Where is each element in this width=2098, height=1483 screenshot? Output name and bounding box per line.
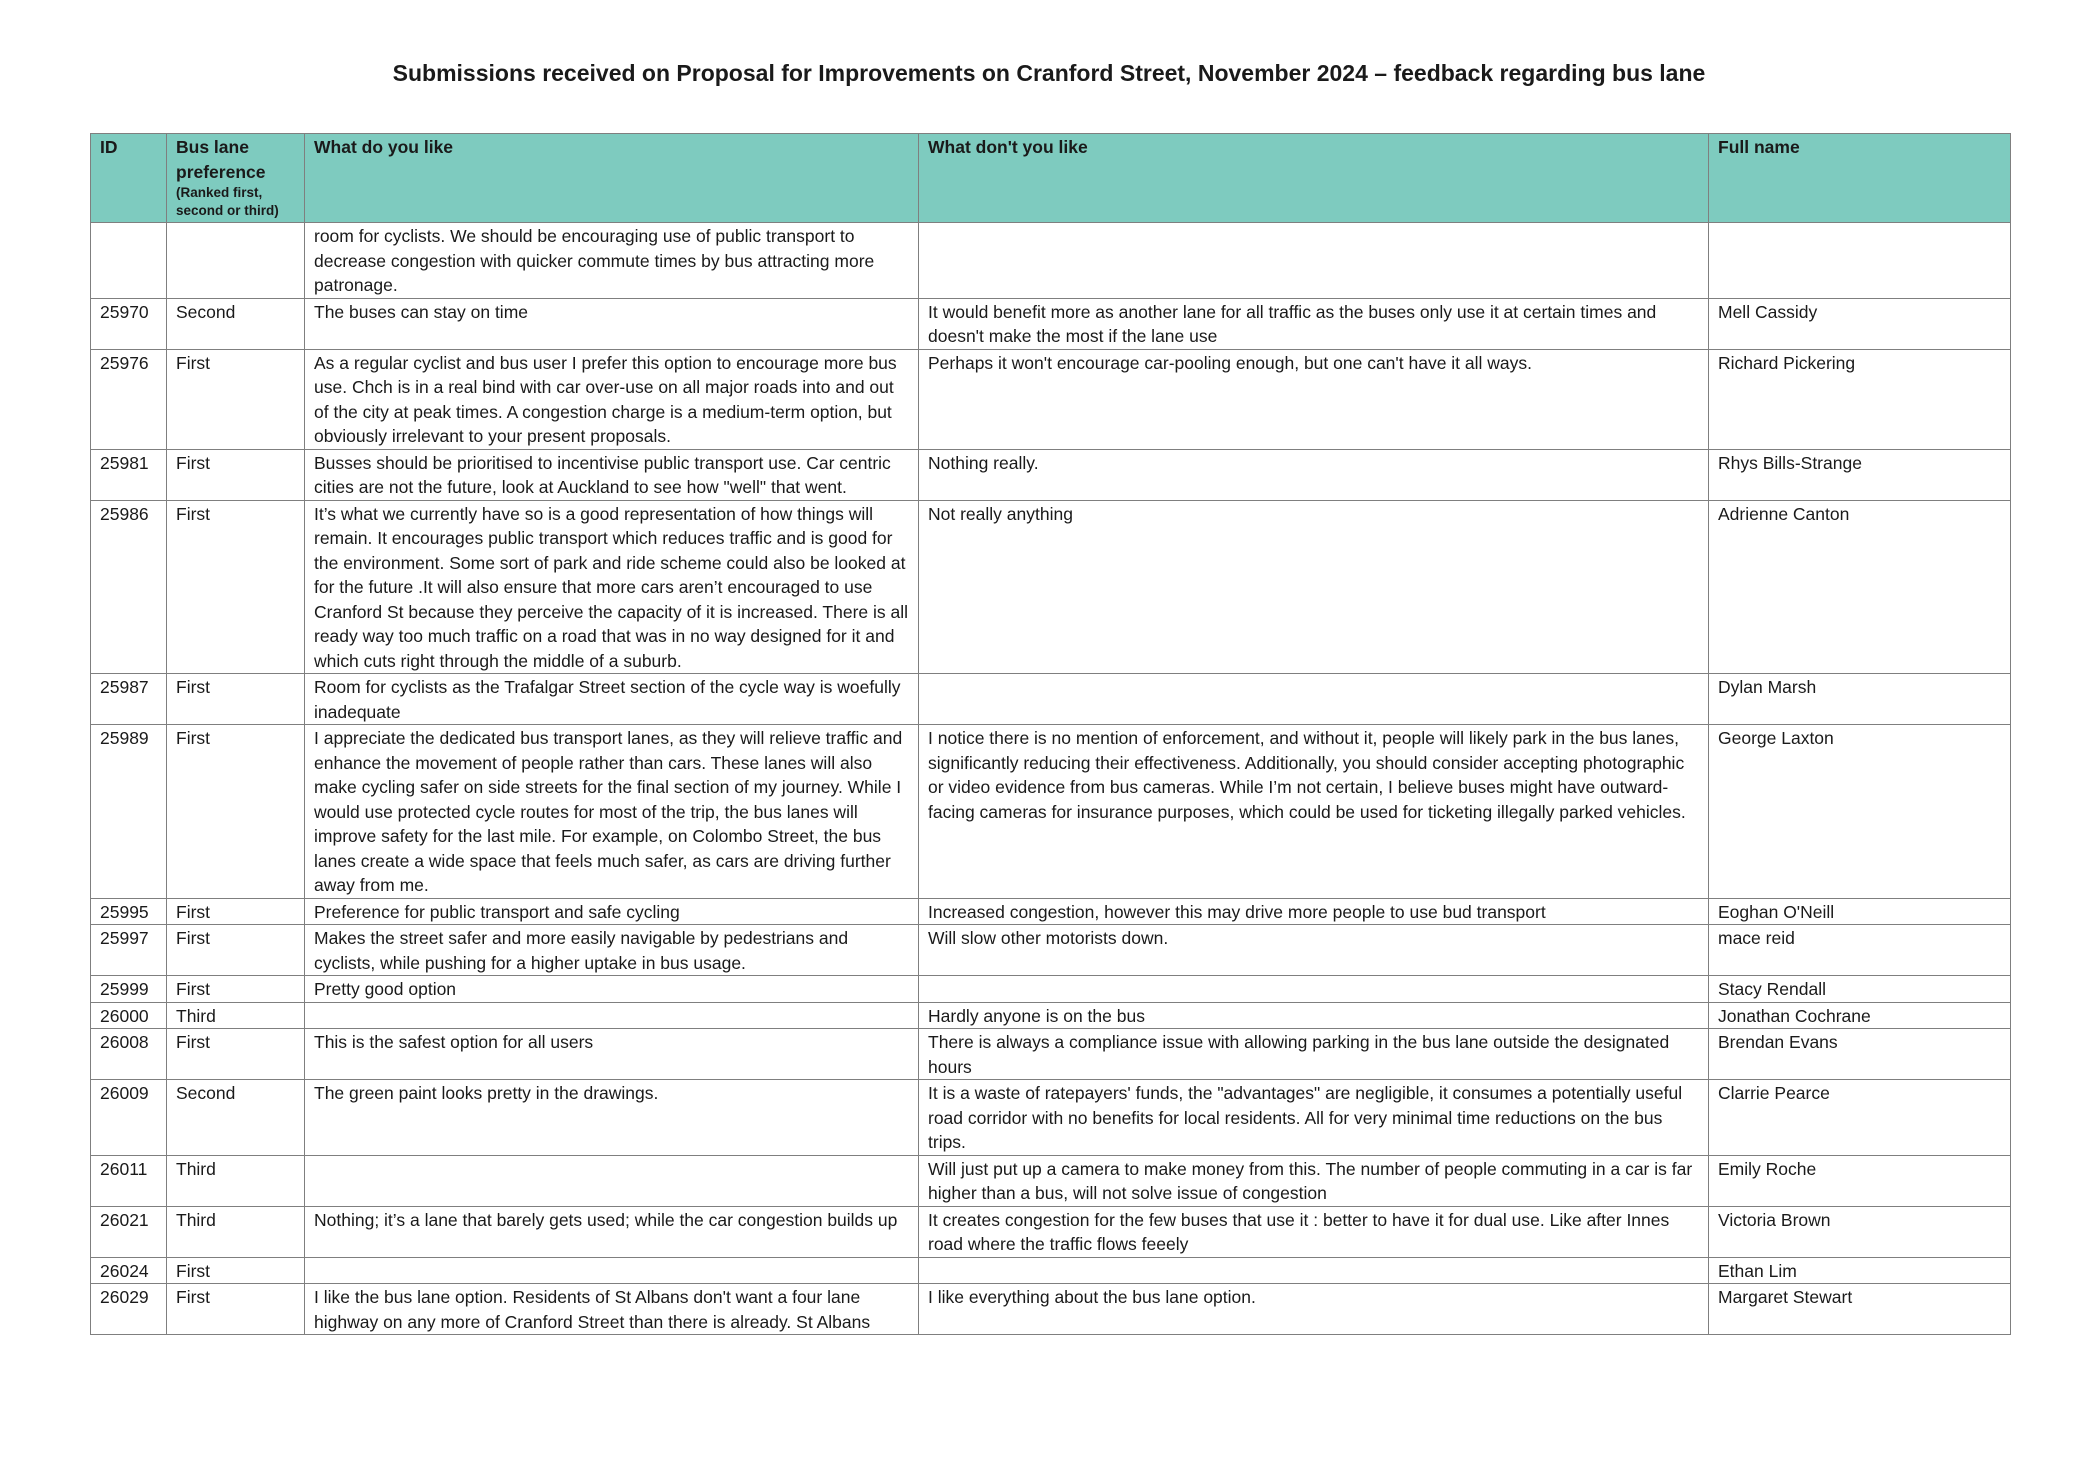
cell-id: 26000 — [91, 1002, 167, 1029]
cell-preference: First — [167, 725, 305, 899]
cell-id: 25981 — [91, 449, 167, 500]
cell-preference: First — [167, 976, 305, 1003]
cell-preference: First — [167, 1257, 305, 1284]
cell-name: Adrienne Canton — [1709, 500, 2011, 674]
table-body — [91, 223, 2011, 1335]
cell-dislike — [919, 1257, 1709, 1284]
cell-id: 25976 — [91, 349, 167, 449]
table-row — [91, 1284, 2011, 1335]
header-preference — [167, 134, 305, 223]
cell-like: Busses should be prioritised to incentivise public transport use. Car centric cities are not the future, look at Auckland to see how "well" that went. — [305, 449, 919, 500]
cell-name: Emily Roche — [1709, 1155, 2011, 1206]
cell-name: Ethan Lim — [1709, 1257, 2011, 1284]
cell-preference: First — [167, 500, 305, 674]
table-row — [91, 1080, 2011, 1156]
cell-id: 25987 — [91, 674, 167, 725]
cell-id: 26021 — [91, 1206, 167, 1257]
header-preference-note: (Ranked first, second or third) — [176, 185, 279, 218]
cell-like: The green paint looks pretty in the drawings. — [305, 1080, 919, 1156]
cell-dislike: There is always a compliance issue with allowing parking in the bus lane outside the designated hours — [919, 1029, 1709, 1080]
table-row — [91, 1002, 2011, 1029]
cell-like — [305, 1002, 919, 1029]
cell-like: Makes the street safer and more easily navigable by pedestrians and cyclists, while pushing for a higher uptake in bus usage. — [305, 925, 919, 976]
cell-dislike: Not really anything — [919, 500, 1709, 674]
cell-id: 26011 — [91, 1155, 167, 1206]
cell-like: As a regular cyclist and bus user I prefer this option to encourage more bus use. Chch is in a real bind with car over-use on all major roads into and out of the city at peak times. A congestion charge is a medium-term option, but obviously irrelevant to your present proposals. — [305, 349, 919, 449]
cell-dislike: Hardly anyone is on the bus — [919, 1002, 1709, 1029]
cell-preference: First — [167, 925, 305, 976]
cell-preference: First — [167, 349, 305, 449]
cell-like — [305, 1155, 919, 1206]
cell-preference: Third — [167, 1002, 305, 1029]
table-row — [91, 1257, 2011, 1284]
table-row — [91, 500, 2011, 674]
cell-like: Nothing; it’s a lane that barely gets used; while the car congestion builds up — [305, 1206, 919, 1257]
table-row — [91, 1155, 2011, 1206]
cell-id — [91, 223, 167, 299]
cell-id: 26024 — [91, 1257, 167, 1284]
cell-id: 26008 — [91, 1029, 167, 1080]
header-id: ID — [91, 134, 167, 223]
cell-preference: First — [167, 1284, 305, 1335]
table-row — [91, 449, 2011, 500]
cell-name: Clarrie Pearce — [1709, 1080, 2011, 1156]
cell-preference: Third — [167, 1155, 305, 1206]
cell-id: 25997 — [91, 925, 167, 976]
cell-id: 25995 — [91, 898, 167, 925]
table-row — [91, 925, 2011, 976]
cell-like: I appreciate the dedicated bus transport lanes, as they will relieve traffic and enhance the movement of people rather than cars. These lanes will also make cycling safer on side streets for the final section of my journey. While I would use protected cycle routes for most of the trip, the bus lanes will improve safety for the last mile. For example, on Colombo Street, the bus lanes create a wide space that feels much safer, as cars are driving further away from me. — [305, 725, 919, 899]
cell-name: Margaret Stewart — [1709, 1284, 2011, 1335]
table-row — [91, 976, 2011, 1003]
cell-like: This is the safest option for all users — [305, 1029, 919, 1080]
cell-like: Preference for public transport and safe cycling — [305, 898, 919, 925]
cell-preference — [167, 223, 305, 299]
cell-name: Victoria Brown — [1709, 1206, 2011, 1257]
cell-name: Mell Cassidy — [1709, 298, 2011, 349]
cell-dislike: Increased congestion, however this may drive more people to use bud transport — [919, 898, 1709, 925]
cell-like — [305, 1257, 919, 1284]
cell-dislike: Will just put up a camera to make money from this. The number of people commuting in a car is far higher than a bus, will not solve issue of congestion — [919, 1155, 1709, 1206]
header-like: What do you like — [305, 134, 919, 223]
cell-dislike: Will slow other motorists down. — [919, 925, 1709, 976]
table-row — [91, 1029, 2011, 1080]
table-row — [91, 349, 2011, 449]
cell-name: Stacy Rendall — [1709, 976, 2011, 1003]
table-row — [91, 1206, 2011, 1257]
header-preference-label: Bus lane preference — [176, 137, 266, 182]
table-row — [91, 725, 2011, 899]
table-row — [91, 223, 2011, 299]
cell-preference: Second — [167, 1080, 305, 1156]
cell-name: Rhys Bills-Strange — [1709, 449, 2011, 500]
cell-dislike: Nothing really. — [919, 449, 1709, 500]
cell-name: Richard Pickering — [1709, 349, 2011, 449]
document-title: Submissions received on Proposal for Improvements on Cranford Street, November 2024 – feedback regarding bus lane — [392, 60, 1706, 86]
cell-preference: First — [167, 674, 305, 725]
cell-id: 25999 — [91, 976, 167, 1003]
header-name: Full name — [1709, 134, 2011, 223]
header-dislike: What don't you like — [919, 134, 1709, 223]
cell-dislike: I like everything about the bus lane option. — [919, 1284, 1709, 1335]
table-row — [91, 298, 2011, 349]
cell-name: Jonathan Cochrane — [1709, 1002, 2011, 1029]
cell-id: 25989 — [91, 725, 167, 899]
cell-like: Pretty good option — [305, 976, 919, 1003]
cell-id: 25970 — [91, 298, 167, 349]
cell-dislike: I notice there is no mention of enforcement, and without it, people will likely park in the bus lanes, significantly reducing their effectiveness. Additionally, you should consider accepting photographic or video evidence from bus cameras. While I’m not certain, I believe buses might have outward-facing cameras for insurance purposes, which could be used for ticketing illegally parked vehicles. — [919, 725, 1709, 899]
cell-id: 26029 — [91, 1284, 167, 1335]
cell-dislike: Perhaps it won't encourage car-pooling enough, but one can't have it all ways. — [919, 349, 1709, 449]
cell-like: It’s what we currently have so is a good representation of how things will remain. It encourages public transport which reduces traffic and is good for the environment. Some sort of park and ride scheme could also be looked at for the future .It will also ensure that more cars aren’t encouraged to use Cranford St because they perceive the capacity of it is increased. There is all ready way too much traffic on a road that was in no way designed for it and which cuts right through the middle of a suburb. — [305, 500, 919, 674]
cell-preference: Second — [167, 298, 305, 349]
cell-name: mace reid — [1709, 925, 2011, 976]
header-row — [91, 134, 2011, 223]
cell-id: 26009 — [91, 1080, 167, 1156]
cell-preference: First — [167, 1029, 305, 1080]
cell-preference: First — [167, 898, 305, 925]
cell-like: I like the bus lane option. Residents of St Albans don't want a four lane highway on any more of Cranford Street than there is already. St Albans — [305, 1284, 919, 1335]
cell-preference: Third — [167, 1206, 305, 1257]
cell-name: Eoghan O'Neill — [1709, 898, 2011, 925]
cell-like: room for cyclists. We should be encouraging use of public transport to decrease congestion with quicker commute times by bus attracting more patronage. — [305, 223, 919, 299]
cell-preference: First — [167, 449, 305, 500]
cell-name: Brendan Evans — [1709, 1029, 2011, 1080]
cell-name: George Laxton — [1709, 725, 2011, 899]
cell-dislike: It would benefit more as another lane for all traffic as the buses only use it at certain times and doesn't make the most if the lane use — [919, 298, 1709, 349]
submissions-table — [90, 133, 2011, 1335]
table-row — [91, 898, 2011, 925]
cell-dislike — [919, 674, 1709, 725]
cell-name — [1709, 223, 2011, 299]
cell-like: Room for cyclists as the Trafalgar Street section of the cycle way is woefully inadequate — [305, 674, 919, 725]
cell-dislike — [919, 976, 1709, 1003]
table-row — [91, 674, 2011, 725]
cell-like: The buses can stay on time — [305, 298, 919, 349]
cell-dislike: It creates congestion for the few buses that use it : better to have it for dual use. Like after Innes road where the traffic flows feeely — [919, 1206, 1709, 1257]
cell-id: 25986 — [91, 500, 167, 674]
cell-dislike — [919, 223, 1709, 299]
cell-dislike: It is a waste of ratepayers' funds, the "advantages" are negligible, it consumes a potentially useful road corridor with no benefits for local residents. All for very minimal time reductions on the bus trips. — [919, 1080, 1709, 1156]
cell-name: Dylan Marsh — [1709, 674, 2011, 725]
